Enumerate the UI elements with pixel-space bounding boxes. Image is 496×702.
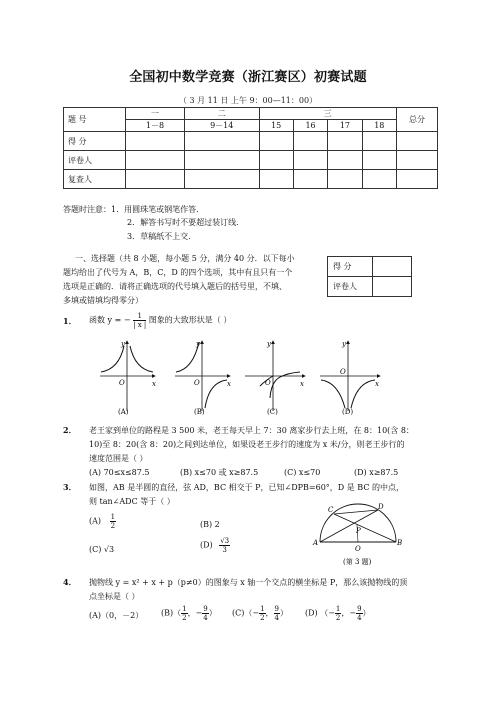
q4-number: 4． — [63, 577, 77, 587]
mini-cell[interactable] — [373, 277, 412, 297]
comma: ， — [187, 608, 196, 618]
part3-header: 三 — [259, 108, 396, 120]
frac-den: 2 — [260, 614, 265, 622]
q1-frac-num: 1 — [133, 312, 146, 321]
cell[interactable] — [328, 151, 362, 170]
point-o: O — [355, 545, 361, 553]
origin: O — [265, 379, 271, 387]
origin: O — [340, 368, 346, 376]
cell[interactable] — [126, 170, 185, 189]
q1-fraction — [133, 312, 146, 329]
minus: − — [195, 608, 203, 618]
graph-a[interactable] — [100, 340, 156, 416]
col-header: 18 — [362, 120, 396, 132]
frac-num: 1 — [110, 513, 116, 521]
cell[interactable] — [362, 132, 396, 151]
graph-b[interactable] — [175, 340, 231, 416]
q2-line1: 老王家到单位的路程是 3 500 米，老王每天早上 7：30 离家步行去上班，在 8：10(含 8： — [89, 426, 414, 435]
q4-option-c[interactable] — [232, 605, 288, 622]
q3-option-d-label: (D) — [200, 540, 213, 550]
section1-line4: 多填或错填均得零分） — [63, 296, 143, 305]
q4-option-d[interactable] — [305, 605, 371, 622]
axis-y: y — [342, 340, 346, 348]
cell[interactable] — [293, 151, 327, 170]
point-p: P — [356, 527, 361, 535]
graph-d-label: (D) — [342, 408, 354, 416]
close: ） — [280, 608, 289, 618]
col-header: 1－8 — [126, 120, 185, 132]
frac-den: 2 — [182, 614, 187, 622]
row-label-score: 得 分 — [64, 132, 126, 151]
notes-item-3: 3．草稿纸不上交． — [127, 232, 197, 241]
frac-num: 9 — [203, 605, 208, 613]
q2-option-d[interactable]: (D) x≥87.5 — [354, 468, 399, 477]
point-d: D — [378, 503, 384, 511]
q3-line1: 如图，AB 是半圆的直径，弦 AD，BC 相交于 P，已知∠DPB=60°，D 是 BC 的中点， — [89, 483, 405, 492]
frac-den: 4 — [274, 614, 280, 622]
mini-cell[interactable] — [373, 257, 412, 277]
q4-d-pre: (D) （− — [305, 608, 335, 618]
frac-den: 2 — [335, 614, 341, 622]
q1-post: 图象的大致形状是（ ） — [148, 315, 232, 325]
graph-b-label: (B) — [194, 408, 205, 416]
cell[interactable] — [328, 170, 362, 189]
q3-option-d[interactable] — [200, 537, 230, 554]
q3-option-b[interactable]: (B) 2 — [200, 520, 220, 529]
cell[interactable] — [259, 151, 293, 170]
axis-x: x — [375, 380, 379, 388]
notes-head: 答题时注意：1．用圆珠笔或钢笔作答． — [63, 205, 205, 214]
q2-number: 2． — [63, 425, 77, 435]
origin: O — [194, 379, 200, 387]
q4-option-b[interactable] — [161, 605, 217, 622]
q2-option-a[interactable]: (A) 70≤x≤87.5 — [89, 468, 150, 477]
q3-figure — [310, 500, 402, 570]
frac-den: 3 — [222, 546, 227, 554]
cell[interactable] — [293, 170, 327, 189]
cell[interactable] — [328, 132, 362, 151]
frac-den: 4 — [203, 614, 208, 622]
section1-line1: 一、选择题（共 8 小题，每小题 5 分，满分 40 分．以下每小 — [75, 254, 295, 263]
cell[interactable] — [397, 170, 438, 189]
q2-option-c[interactable]: (C) x≤70 — [284, 468, 321, 477]
col-header: 16 — [293, 120, 327, 132]
notes-item-2: 2．解答书写时不要超过装订线． — [127, 218, 245, 227]
q2-option-b[interactable]: (B) x≤70 或 x≥87.5 — [180, 468, 259, 477]
score-table — [63, 107, 438, 189]
q3-line2: 则 tan∠ADC 等于（ ） — [89, 497, 175, 506]
col-header: 17 — [328, 120, 362, 132]
cell[interactable] — [126, 132, 185, 151]
q2-line3: 速度范围是（ ） — [89, 454, 148, 463]
row-label-grader: 评卷人 — [64, 151, 126, 170]
q4-c-pre: (C)（− — [232, 608, 260, 618]
q3-option-c[interactable]: (C) √3 — [89, 545, 115, 554]
q3-option-a[interactable] — [89, 513, 116, 530]
exam-time: （ 3 月 11 日 上午 9：00—11：00） — [178, 96, 318, 105]
col-header: 15 — [259, 120, 293, 132]
q3-option-a-label: (A) — [89, 516, 102, 526]
axis-y: y — [267, 340, 271, 348]
row-label-reviewer: 复查人 — [64, 170, 126, 189]
close: ） — [208, 608, 217, 618]
comma: ， — [341, 608, 350, 618]
frac-den: 4 — [357, 614, 362, 622]
graph-a-label: (A) — [118, 408, 129, 416]
frac-num: 1 — [182, 605, 187, 613]
q1-number: 1． — [63, 316, 77, 326]
cell[interactable] — [259, 170, 293, 189]
frac-num: 1 — [260, 605, 265, 613]
q4-line2: 点坐标是（ ） — [89, 592, 140, 601]
graph-c[interactable] — [245, 340, 305, 416]
q3-option-d-fraction — [219, 537, 230, 554]
point-b: B — [397, 539, 402, 547]
cell[interactable] — [184, 170, 259, 189]
frac-num: 9 — [274, 605, 280, 613]
cell[interactable] — [397, 151, 438, 170]
q4-line1: 抛物线 y = x² + x + p（p≠0）的图象与 x 轴一个交点的横坐标是 P，那么该抛物线的顶 — [89, 578, 408, 587]
axis-x: x — [152, 380, 156, 388]
point-a: A — [313, 539, 319, 547]
cell[interactable] — [362, 151, 396, 170]
col-header: 9－14 — [184, 120, 259, 132]
figure-caption: (第 3 题) — [343, 558, 372, 566]
q1-frac-den: | x | — [133, 321, 147, 329]
graph-c-label: (C) — [267, 408, 278, 416]
q3-number: 3． — [63, 482, 77, 492]
axis-x: x — [300, 380, 304, 388]
frac-num: 1 — [335, 605, 341, 613]
cell[interactable] — [184, 132, 259, 151]
axis-y: y — [196, 340, 200, 348]
minus: − — [349, 608, 357, 618]
frac-num: √3 — [220, 537, 230, 545]
q4-b-pre: (B)（ — [161, 608, 182, 618]
cell[interactable] — [184, 151, 259, 170]
q4-option-a[interactable]: (A)（0，－2） — [89, 611, 144, 620]
score-table-header-label: 题 号 — [64, 108, 126, 132]
q1-pre: 函数 y = − — [89, 315, 131, 325]
close: ） — [362, 608, 371, 618]
frac-den: 2 — [110, 522, 116, 530]
cell[interactable] — [362, 170, 396, 189]
section1-line3: 选项是正确的．请将正确选项的代号填入题后的括号里，不填、 — [63, 282, 287, 291]
q3-option-a-fraction — [110, 513, 116, 530]
part1-header: 一 — [126, 108, 185, 120]
graph-d[interactable] — [320, 340, 380, 416]
cell[interactable] — [126, 151, 185, 170]
q1-graphs — [95, 336, 395, 418]
cell[interactable] — [293, 132, 327, 151]
mini-label-grader: 评卷人 — [328, 277, 373, 297]
page-title: 全国初中数学竞赛（浙江赛区）初赛试题 — [129, 70, 367, 85]
mini-label-score: 得 分 — [328, 257, 373, 277]
q2-line2: 10)至 8：20(含 8：20)之间到达单位，如果设老王步行的速度为 x 米/分，则老王步行的 — [89, 440, 405, 449]
total-header: 总分 — [397, 108, 438, 132]
q1-text — [89, 312, 231, 329]
section-score-box — [327, 256, 412, 297]
cell[interactable] — [259, 132, 293, 151]
axis-x: x — [227, 380, 231, 388]
origin: O — [119, 379, 125, 387]
axis-y: y — [121, 340, 125, 348]
section1-line2: 题均给出了代号为 A，B，C，D 的四个选项，其中有且只有一个 — [63, 268, 293, 277]
part2-header: 二 — [184, 108, 259, 120]
cell[interactable] — [397, 132, 438, 151]
comma: ， — [265, 608, 274, 618]
frac-num: 9 — [357, 605, 362, 613]
point-c: C — [328, 506, 334, 514]
